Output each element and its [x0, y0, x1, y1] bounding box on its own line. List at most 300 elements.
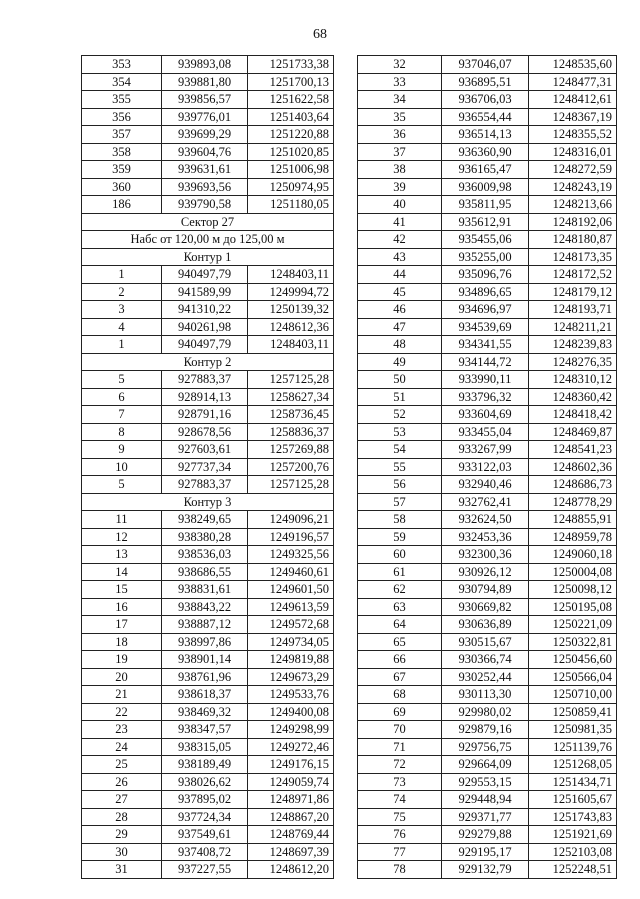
point-number: 9	[82, 441, 162, 459]
coord-x: 929279,88	[442, 826, 529, 844]
point-number: 58	[358, 511, 442, 529]
point-number: 46	[358, 301, 442, 319]
coord-x: 930636,89	[442, 616, 529, 634]
coord-y: 1248360,42	[529, 388, 617, 406]
point-number: 53	[358, 423, 442, 441]
coord-y: 1248272,59	[529, 161, 617, 179]
height-range-label: Набс от 120,00 м до 125,00 м	[82, 231, 334, 249]
point-row	[82, 178, 334, 196]
point-row	[358, 161, 617, 179]
coord-y: 1248469,87	[529, 423, 617, 441]
coord-x: 938249,65	[162, 511, 248, 529]
coord-y: 1248403,11	[248, 266, 334, 284]
point-number: 17	[82, 616, 162, 634]
coord-x: 939881,80	[162, 73, 248, 91]
coord-y: 1249994,72	[248, 283, 334, 301]
coord-y: 1248697,39	[248, 843, 334, 861]
coord-y: 1248173,35	[529, 248, 617, 266]
section-heading: Сектор 27	[82, 213, 334, 231]
point-number: 57	[358, 493, 442, 511]
coord-x: 938347,57	[162, 721, 248, 739]
coord-y: 1248612,36	[248, 318, 334, 336]
point-row	[82, 73, 334, 91]
coord-y: 1249613,59	[248, 598, 334, 616]
coord-x: 939856,57	[162, 91, 248, 109]
coord-x: 939790,58	[162, 196, 248, 214]
coord-x: 934696,97	[442, 301, 529, 319]
coord-x: 929664,09	[442, 756, 529, 774]
point-row	[358, 791, 617, 809]
coord-x: 932762,41	[442, 493, 529, 511]
coord-y: 1251605,67	[529, 791, 617, 809]
coord-y: 1249096,21	[248, 511, 334, 529]
point-number: 4	[82, 318, 162, 336]
point-number: 60	[358, 546, 442, 564]
coord-y: 1250456,60	[529, 651, 617, 669]
section-heading-row	[82, 493, 334, 511]
coord-y: 1248971,86	[248, 791, 334, 809]
point-number: 3	[82, 301, 162, 319]
point-row	[82, 721, 334, 739]
coord-x: 938380,28	[162, 528, 248, 546]
coord-x: 927883,37	[162, 476, 248, 494]
point-number: 5	[82, 371, 162, 389]
point-number: 36	[358, 126, 442, 144]
coord-y: 1248686,73	[529, 476, 617, 494]
page-number: 68	[313, 27, 327, 42]
point-row	[358, 703, 617, 721]
coord-y: 1250981,35	[529, 721, 617, 739]
coord-x: 928678,56	[162, 423, 248, 441]
coord-y: 1248855,91	[529, 511, 617, 529]
point-number: 12	[82, 528, 162, 546]
coord-x: 935096,76	[442, 266, 529, 284]
coord-x: 936009,98	[442, 178, 529, 196]
coord-y: 1251020,85	[248, 143, 334, 161]
point-number: 63	[358, 598, 442, 616]
coord-y: 1248192,06	[529, 213, 617, 231]
point-number: 1	[82, 336, 162, 354]
point-number: 360	[82, 178, 162, 196]
point-number: 47	[358, 318, 442, 336]
point-row	[358, 266, 617, 284]
coord-y: 1248213,66	[529, 196, 617, 214]
point-row	[358, 73, 617, 91]
section-heading-row	[82, 248, 334, 266]
coord-x: 938536,03	[162, 546, 248, 564]
coord-x: 929371,77	[442, 808, 529, 826]
point-row	[358, 686, 617, 704]
coord-x: 934341,55	[442, 336, 529, 354]
point-number: 66	[358, 651, 442, 669]
coord-x: 936554,44	[442, 108, 529, 126]
point-number: 6	[82, 388, 162, 406]
coord-x: 930926,12	[442, 563, 529, 581]
coord-x: 941589,99	[162, 283, 248, 301]
point-number: 18	[82, 633, 162, 651]
coord-y: 1250098,12	[529, 581, 617, 599]
coord-y: 1249298,99	[248, 721, 334, 739]
point-number: 48	[358, 336, 442, 354]
coord-y: 1248959,78	[529, 528, 617, 546]
coord-x: 938843,22	[162, 598, 248, 616]
coord-y: 1250566,04	[529, 668, 617, 686]
section-heading-row	[82, 353, 334, 371]
point-row	[82, 423, 334, 441]
point-row	[358, 178, 617, 196]
point-row	[358, 388, 617, 406]
coord-y: 1251139,76	[529, 738, 617, 756]
point-row	[82, 126, 334, 144]
point-row	[82, 196, 334, 214]
point-number: 56	[358, 476, 442, 494]
point-number: 10	[82, 458, 162, 476]
coord-y: 1248778,29	[529, 493, 617, 511]
coord-y: 1249601,50	[248, 581, 334, 599]
coord-y: 1248769,44	[248, 826, 334, 844]
coord-x: 938618,37	[162, 686, 248, 704]
coord-x: 932940,46	[442, 476, 529, 494]
coord-x: 928914,13	[162, 388, 248, 406]
coord-x: 934144,72	[442, 353, 529, 371]
point-number: 28	[82, 808, 162, 826]
coord-x: 933122,03	[442, 458, 529, 476]
point-row	[82, 283, 334, 301]
coord-x: 938686,55	[162, 563, 248, 581]
coord-y: 1248541,23	[529, 441, 617, 459]
point-row	[358, 476, 617, 494]
coord-y: 1248243,19	[529, 178, 617, 196]
point-number: 69	[358, 703, 442, 721]
point-row	[82, 861, 334, 879]
coord-y: 1248211,21	[529, 318, 617, 336]
coord-x: 936165,47	[442, 161, 529, 179]
point-row	[358, 91, 617, 109]
point-number: 72	[358, 756, 442, 774]
coord-y: 1252248,51	[529, 861, 617, 879]
point-row	[82, 703, 334, 721]
coord-y: 1248367,19	[529, 108, 617, 126]
coord-x: 930669,82	[442, 598, 529, 616]
point-row	[82, 143, 334, 161]
coord-x: 929448,94	[442, 791, 529, 809]
coord-x: 933455,04	[442, 423, 529, 441]
point-row	[358, 651, 617, 669]
coord-y: 1250974,95	[248, 178, 334, 196]
coord-y: 1257125,28	[248, 371, 334, 389]
point-row	[82, 808, 334, 826]
point-number: 21	[82, 686, 162, 704]
coord-y: 1248355,52	[529, 126, 617, 144]
coord-x: 939893,08	[162, 56, 248, 74]
coord-y: 1250004,08	[529, 563, 617, 581]
coord-y: 1248276,35	[529, 353, 617, 371]
coord-x: 935455,06	[442, 231, 529, 249]
point-number: 75	[358, 808, 442, 826]
point-row	[358, 528, 617, 546]
coord-x: 935255,00	[442, 248, 529, 266]
point-number: 5	[82, 476, 162, 494]
coord-y: 1257269,88	[248, 441, 334, 459]
coord-y: 1258627,34	[248, 388, 334, 406]
coord-x: 932453,36	[442, 528, 529, 546]
point-number: 14	[82, 563, 162, 581]
coord-y: 1251180,05	[248, 196, 334, 214]
point-row	[82, 301, 334, 319]
coordinates-table-left-body	[82, 56, 334, 879]
point-number: 7	[82, 406, 162, 424]
coord-y: 1251434,71	[529, 773, 617, 791]
coord-x: 929756,75	[442, 738, 529, 756]
coord-y: 1250195,08	[529, 598, 617, 616]
point-row	[358, 598, 617, 616]
point-row	[82, 511, 334, 529]
point-number: 30	[82, 843, 162, 861]
coord-x: 933990,11	[442, 371, 529, 389]
coord-y: 1250859,41	[529, 703, 617, 721]
coord-y: 1251622,58	[248, 91, 334, 109]
point-number: 78	[358, 861, 442, 879]
point-row	[358, 423, 617, 441]
point-row	[82, 441, 334, 459]
coordinates-table-right-body	[358, 56, 617, 879]
point-number: 71	[358, 738, 442, 756]
point-row	[358, 108, 617, 126]
point-row	[358, 301, 617, 319]
point-row	[358, 581, 617, 599]
point-row	[358, 143, 617, 161]
coord-y: 1251743,83	[529, 808, 617, 826]
point-number: 24	[82, 738, 162, 756]
point-number: 77	[358, 843, 442, 861]
coord-y: 1249460,61	[248, 563, 334, 581]
point-number: 59	[358, 528, 442, 546]
coord-y: 1258836,37	[248, 423, 334, 441]
coord-x: 930252,44	[442, 668, 529, 686]
point-number: 76	[358, 826, 442, 844]
coord-x: 938026,62	[162, 773, 248, 791]
point-number: 74	[358, 791, 442, 809]
point-row	[82, 161, 334, 179]
coord-x: 938469,32	[162, 703, 248, 721]
coord-y: 1251700,13	[248, 73, 334, 91]
coord-y: 1249176,15	[248, 756, 334, 774]
point-number: 23	[82, 721, 162, 739]
coord-y: 1249819,88	[248, 651, 334, 669]
coord-x: 936514,13	[442, 126, 529, 144]
coord-x: 929132,79	[442, 861, 529, 879]
point-number: 16	[82, 598, 162, 616]
coordinates-table-left	[81, 55, 334, 879]
coord-y: 1248172,52	[529, 266, 617, 284]
point-row	[358, 843, 617, 861]
point-row	[82, 773, 334, 791]
coord-x: 930794,89	[442, 581, 529, 599]
point-number: 38	[358, 161, 442, 179]
coordinates-table-right	[357, 55, 617, 879]
point-number: 1	[82, 266, 162, 284]
point-row	[82, 91, 334, 109]
point-row	[358, 756, 617, 774]
coord-y: 1251268,05	[529, 756, 617, 774]
point-row	[358, 371, 617, 389]
coord-x: 938831,61	[162, 581, 248, 599]
point-number: 31	[82, 861, 162, 879]
point-row	[358, 56, 617, 74]
coord-x: 933267,99	[442, 441, 529, 459]
coord-y: 1248239,83	[529, 336, 617, 354]
point-number: 49	[358, 353, 442, 371]
point-number: 19	[82, 651, 162, 669]
coord-y: 1248867,20	[248, 808, 334, 826]
point-number: 355	[82, 91, 162, 109]
point-row	[358, 616, 617, 634]
coord-x: 939604,76	[162, 143, 248, 161]
point-row	[82, 458, 334, 476]
point-number: 358	[82, 143, 162, 161]
point-row	[82, 738, 334, 756]
point-row	[358, 511, 617, 529]
point-row	[358, 668, 617, 686]
point-number: 35	[358, 108, 442, 126]
coord-x: 935612,91	[442, 213, 529, 231]
point-row	[82, 651, 334, 669]
point-number: 42	[358, 231, 442, 249]
coord-y: 1251006,98	[248, 161, 334, 179]
coord-y: 1248602,36	[529, 458, 617, 476]
point-row	[82, 616, 334, 634]
coord-x: 934896,65	[442, 283, 529, 301]
point-row	[358, 441, 617, 459]
point-row	[358, 546, 617, 564]
point-number: 43	[358, 248, 442, 266]
coord-x: 941310,22	[162, 301, 248, 319]
point-number: 26	[82, 773, 162, 791]
point-number: 70	[358, 721, 442, 739]
point-number: 40	[358, 196, 442, 214]
coord-x: 930113,30	[442, 686, 529, 704]
point-row	[358, 336, 617, 354]
point-row	[82, 563, 334, 581]
point-number: 33	[358, 73, 442, 91]
coord-x: 936706,03	[442, 91, 529, 109]
coord-y: 1252103,08	[529, 843, 617, 861]
coord-y: 1248316,01	[529, 143, 617, 161]
coord-y: 1248412,61	[529, 91, 617, 109]
coord-y: 1248418,42	[529, 406, 617, 424]
section-heading: Контур 3	[82, 493, 334, 511]
point-row	[82, 266, 334, 284]
point-row	[358, 458, 617, 476]
point-row	[82, 546, 334, 564]
point-row	[358, 633, 617, 651]
point-number: 41	[358, 213, 442, 231]
coord-x: 927737,34	[162, 458, 248, 476]
point-number: 68	[358, 686, 442, 704]
point-row	[82, 336, 334, 354]
point-row	[82, 668, 334, 686]
point-number: 34	[358, 91, 442, 109]
coord-y: 1251220,88	[248, 126, 334, 144]
point-number: 356	[82, 108, 162, 126]
coord-x: 937549,61	[162, 826, 248, 844]
point-number: 8	[82, 423, 162, 441]
coord-y: 1248535,60	[529, 56, 617, 74]
coord-x: 932624,50	[442, 511, 529, 529]
coord-y: 1250221,09	[529, 616, 617, 634]
point-number: 52	[358, 406, 442, 424]
point-number: 44	[358, 266, 442, 284]
coord-x: 939776,01	[162, 108, 248, 126]
coord-y: 1249734,05	[248, 633, 334, 651]
point-number: 62	[358, 581, 442, 599]
point-row	[82, 56, 334, 74]
point-number: 20	[82, 668, 162, 686]
coord-x: 937408,72	[162, 843, 248, 861]
coord-x: 932300,36	[442, 546, 529, 564]
coord-x: 938189,49	[162, 756, 248, 774]
point-number: 45	[358, 283, 442, 301]
coord-y: 1249325,56	[248, 546, 334, 564]
point-row	[82, 371, 334, 389]
coord-y: 1249272,46	[248, 738, 334, 756]
coord-x: 937895,02	[162, 791, 248, 809]
coord-x: 927603,61	[162, 441, 248, 459]
point-number: 22	[82, 703, 162, 721]
height-range-row	[82, 231, 334, 249]
coord-y: 1248310,12	[529, 371, 617, 389]
coord-x: 933796,32	[442, 388, 529, 406]
point-row	[358, 248, 617, 266]
point-number: 67	[358, 668, 442, 686]
point-row	[82, 633, 334, 651]
coord-y: 1250139,32	[248, 301, 334, 319]
coord-y: 1249673,29	[248, 668, 334, 686]
point-row	[82, 318, 334, 336]
coord-x: 934539,69	[442, 318, 529, 336]
coord-x: 929980,02	[442, 703, 529, 721]
point-number: 54	[358, 441, 442, 459]
coord-x: 939699,29	[162, 126, 248, 144]
point-row	[82, 598, 334, 616]
coord-y: 1248477,31	[529, 73, 617, 91]
coord-x: 939693,56	[162, 178, 248, 196]
point-number: 27	[82, 791, 162, 809]
point-number: 61	[358, 563, 442, 581]
coord-y: 1250322,81	[529, 633, 617, 651]
point-row	[358, 808, 617, 826]
coord-y: 1248180,87	[529, 231, 617, 249]
coord-y: 1251733,38	[248, 56, 334, 74]
point-number: 359	[82, 161, 162, 179]
point-row	[358, 213, 617, 231]
point-row	[358, 283, 617, 301]
point-row	[82, 528, 334, 546]
point-number: 32	[358, 56, 442, 74]
coord-x: 927883,37	[162, 371, 248, 389]
coord-x: 935811,95	[442, 196, 529, 214]
coord-y: 1251921,69	[529, 826, 617, 844]
coord-y: 1250710,00	[529, 686, 617, 704]
point-number: 11	[82, 511, 162, 529]
point-row	[358, 353, 617, 371]
coord-y: 1249533,76	[248, 686, 334, 704]
point-number: 354	[82, 73, 162, 91]
coord-x: 940497,79	[162, 266, 248, 284]
coord-x: 940261,98	[162, 318, 248, 336]
coord-y: 1248179,12	[529, 283, 617, 301]
point-number: 51	[358, 388, 442, 406]
